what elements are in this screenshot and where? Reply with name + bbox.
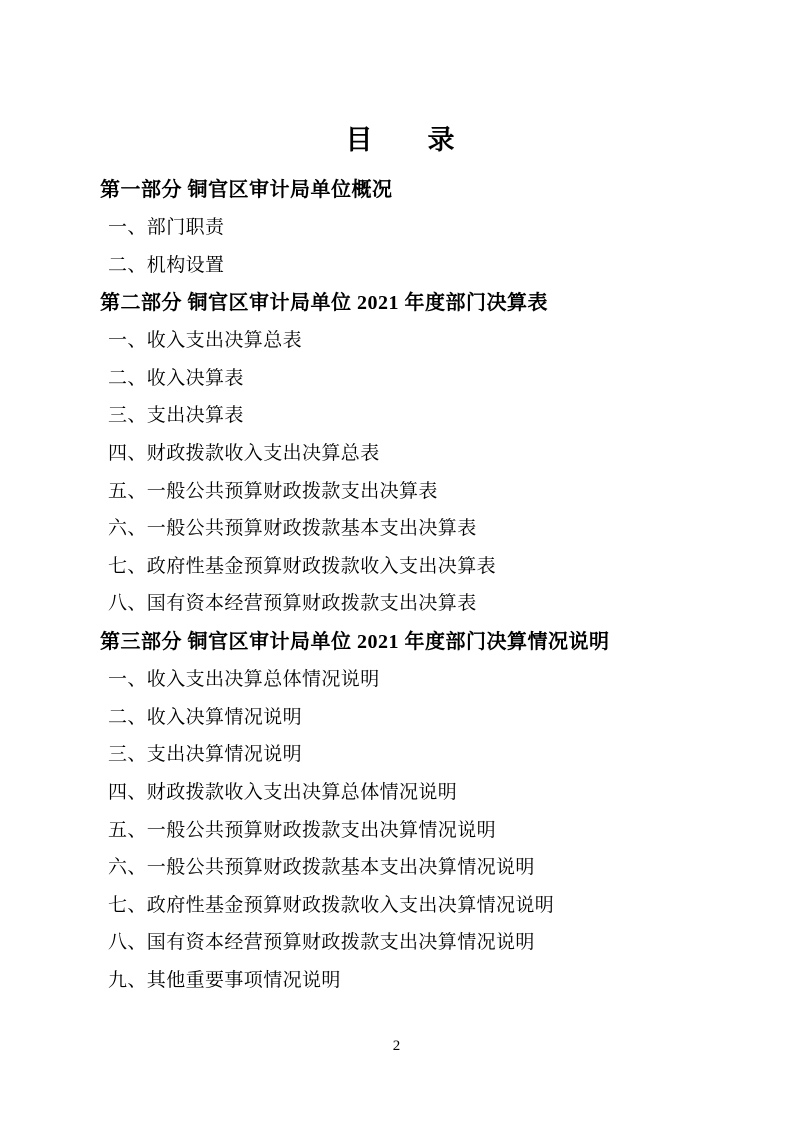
- toc-entry: 二、收入决算情况说明: [108, 706, 303, 728]
- toc-entry: 七、政府性基金预算财政拨款收入支出决算表: [108, 555, 497, 577]
- toc-entry: 三、支出决算情况说明: [108, 744, 303, 766]
- toc-entry: 二、机构设置: [108, 254, 225, 276]
- toc-entry: 四、财政拨款收入支出决算总体情况说明: [108, 781, 458, 803]
- toc-entry: 一、收入支出决算总表: [108, 330, 303, 352]
- toc-entry: 七、政府性基金预算财政拨款收入支出决算情况说明: [108, 894, 555, 916]
- toc-entry: 六、一般公共预算财政拨款基本支出决算表: [108, 518, 477, 540]
- toc-entry: 八、国有资本经营预算财政拨款支出决算表: [108, 593, 477, 615]
- toc-entry: 九、其他重要事项情况说明: [108, 969, 341, 991]
- toc-content: [100, 118, 700, 1000]
- toc-entry: 三、支出决算表: [108, 405, 244, 427]
- toc-entry: 二、收入决算表: [108, 367, 244, 389]
- toc-entry: 五、一般公共预算财政拨款支出决算表: [108, 480, 438, 502]
- toc-part-heading-2: 第二部分 铜官区审计局单位 2021 年度部门决算表: [100, 292, 548, 315]
- toc-entry: 一、收入支出决算总体情况说明: [108, 669, 380, 691]
- toc-entry: 四、财政拨款收入支出决算总表: [108, 443, 380, 465]
- toc-entry: 六、一般公共预算财政拨款基本支出决算情况说明: [108, 857, 535, 879]
- toc-entry: 五、一般公共预算财政拨款支出决算情况说明: [108, 819, 497, 841]
- toc-entry: 八、国有资本经营预算财政拨款支出决算情况说明: [108, 932, 535, 954]
- toc-part-heading-1: 第一部分 铜官区审计局单位概况: [100, 179, 393, 201]
- page-title: 目 录: [345, 125, 469, 155]
- toc-part-heading-3: 第三部分 铜官区审计局单位 2021 年度部门决算情况说明: [100, 631, 610, 654]
- page-number: 2: [392, 1038, 401, 1054]
- toc-entry: 一、部门职责: [108, 217, 225, 238]
